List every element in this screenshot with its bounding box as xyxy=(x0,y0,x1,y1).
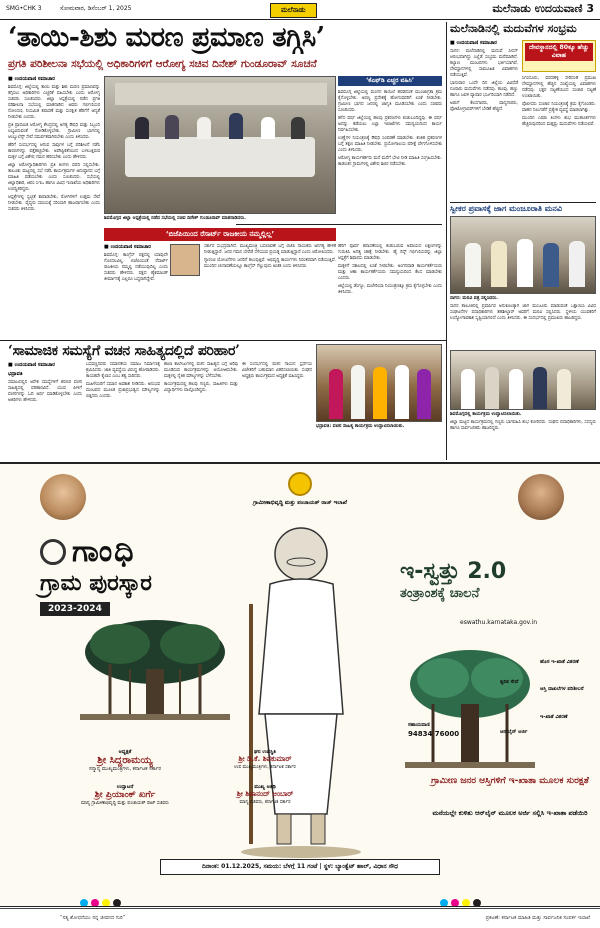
right-lower-caption: ಶಿವಮೊಗ್ಗದಲ್ಲಿ ಕಾರ್ಯಕ್ರಮ ಉದ್ಘಾಟಿಸಲಾಯಿತು. xyxy=(450,412,522,417)
eswathu-title: ಇ-ಸ್ವತ್ತು 2.0 xyxy=(400,559,507,584)
state-emblem-icon xyxy=(288,472,312,496)
helpline-label: ಸಹಾಯವಾಣಿ xyxy=(408,722,430,728)
lower-col-3: ಶಾಲಾ ಕಾಲೇಜುಗಳಲ್ಲಿ ವಚನ ಸಾಹಿತ್ಯದ ಬಗ್ಗೆ ಅರಿವು ಮೂಡಿಸುವ ಕಾರ್ಯಕ್ರಮಗಳನ್ನು ಆಯೋಜಿಸಬೇಕು. ಮಕ್ಕಳಲ್ಲಿ ನೈತಿಕ ಮೌಲ್ಯಗಳನ್ನು ಬೆಳೆಸಬೇಕು. ಕಾರ್ಯಕ್ರಮದಲ್ಲಿ ಹಲವು ಗಣ್ಯರು, ಸಾಹಿತಿಗಳು ಮತ್ತು ವಿದ್ಯಾರ್ಥಿಗಳು ಪಾಲ್ಗೊಂಡಿದ್ದರು. xyxy=(164,362,238,393)
right-top-col-1: ■ ಉದಯವಾಣಿ ಸಮಾಚಾರ ಸಾಗರ: ಮಲೆನಾಡಿನಲ್ಲಿ ಮದುವೆ ಸೀಸನ್ ಆರಂಭವಾಗಿದ್ದು ಎಲ್ಲೆಡೆ ಸಂಭ್ರಮ ಮನೆಮಾಡಿದೆ. ಕಲ್ಯಾಣ ಮಂಟಪಗಳು ಭರ್ತಿಯಾಗಿವೆ. ದೇವಸ್ಥಾನಗಳಲ್ಲಿ ಸಾಮೂಹಿಕ ವಿವಾಹಗಳು ನಡೆಯುತ್ತಿವೆ. ಭಾನುವಾರ ಒಂದೇ ದಿನ ಜಿಲ್ಲೆಯ ವಿವಿಧೆಡೆ ನೂರಾರು ಮದುವೆಗಳು ನಡೆದವು. ಹೂವು, ಹಣ್ಣು ಹಾಗೂ ಜವಳಿ ವ್ಯಾಪಾರ ಭರ್ಜರಿಯಾಗಿ ನಡೆದಿದೆ. ಅಡುಗೆ ಕೆಲಸಗಾರರು, ವಾದ್ಯಗಾರರು, ಫೋಟೋಗ್ರಾಫರ್‌ಗಳಿಗೆ ಬೇಡಿಕೆ ಹೆಚ್ಚಿದೆ. xyxy=(450,40,518,112)
highlight-box-text: ದೇವಸ್ಥಾನದಲ್ಲಿ 80ಕ್ಕೂ ಹೆಚ್ಚು ವಿವಾಹ xyxy=(525,43,593,61)
footer-credit: ಪ್ರಕಟಣೆ: ಕರ್ನಾಟಕ ಮಾಹಿತಿ ಮತ್ತು ಸಾರ್ವಜನಿಕ ಸಂಪರ್ಕ ಇಲಾಖೆ xyxy=(485,915,590,921)
guest-title: ಮಾನ್ಯ ಸಚಿವರು, ಕರ್ನಾಟಕ ಸರ್ಕಾರ xyxy=(239,800,291,805)
eswathu-subtitle: ತಂತ್ರಾಂಶಕ್ಕೆ ಚಾಲನೆ xyxy=(400,586,480,601)
kfd-box-text: ಶಿವಮೊಗ್ಗ ಜಿಲ್ಲೆಯಲ್ಲಿ ಮಂಗನ ಕಾಯಿಲೆ ಹರಡದಂತೆ ಮುಂಜಾಗ್ರತಾ ಕ್ರಮ ಕೈಗೊಳ್ಳಬೇಕು. ಅರಣ್ಯ ಪ್ರದೇಶಕ್ಕೆ ಹೋಗುವವರಿಗೆ ಲಸಿಕೆ ನೀಡಬೇಕು. ಗ್ರಾಮೀಣ ಭಾಗದ ಜನರಲ್ಲಿ ಜಾಗೃತಿ ಮೂಡಿಸಬೇಕು ಎಂದು ಸಚಿವರು ಸೂಚಿಸಿದರು. ಕಳೆದ ವರ್ಷ ಜಿಲ್ಲೆಯಲ್ಲಿ ಹಲವು ಪ್ರಕರಣಗಳು ಕಂಡುಬಂದಿದ್ದವು. ಈ ವರ್ಷ ಅದನ್ನು ತಡೆಯಲು ಎಲ್ಲಾ ಇಲಾಖೆಗಳು ಸಮನ್ವಯದಿಂದ ಕಾರ್ಯ ನಿರ್ವಹಿಸಬೇಕು. ಉಣ್ಣೆಗಳ ನಿಯಂತ್ರಣಕ್ಕೆ ಔಷಧಿ ಸಿಂಪಡಣೆ ಮಾಡಬೇಕು. ಶಂಕಿತ ಪ್ರಕರಣಗಳ ಬಗ್ಗೆ ತಕ್ಷಣ ಮಾಹಿತಿ ನೀಡಬೇಕು. ಪ್ರಯೋಗಾಲಯ ಪರೀಕ್ಷೆ ವೇಗಗೊಳಿಸಬೇಕು ಎಂದು ತಿಳಿಸಿದರು. ಆರೋಗ್ಯ ಕಾರ್ಯಕರ್ತರು ಮನೆ ಮನೆಗೆ ಭೇಟಿ ನೀಡಿ ಮಾಹಿತಿ ಸಂಗ್ರಹಿಸಬೇಕು. ಕಾಡಂಚಿನ ಗ್ರಾಮಗಳಲ್ಲಿ ವಿಶೇಷ ಶಿಬಿರ ನಡೆಸಬೇಕು. xyxy=(338,90,442,167)
lead-photo xyxy=(104,76,336,214)
inauguration-label: ಉದ್ಘಾಟನೆ xyxy=(116,784,134,790)
guest-name: ಶ್ರೀ ಶಿವಾನಂದ್ ಅಂಬಾರ್ xyxy=(236,790,294,798)
event-details: ದಿನಾಂಕ: 01.12.2025, ಸಮಯ: ಬೆಳಗ್ಗೆ 11 ಗಂಟೆ | ಸ್ಥಳ: ಬ್ಯಾಂಕ್ವೆಟ್ ಹಾಲ್, ವಿಧಾನ ಸೌಧ xyxy=(160,859,440,875)
politics-headline: ‘ಬಿಜೆಪಿಯಿಂದ ರೆಸಾರ್ಟ್ ರಾಜಕೀಯ ನಮ್ಮಲ್ಲಿಲ್ಲ’ xyxy=(104,228,336,241)
guest-label: ಮುಖ್ಯ ಅತಿಥಿ xyxy=(254,784,276,790)
cm-portrait xyxy=(40,474,86,520)
right-top-col-2: ಸಿಗಂದೂರು, ವರದಹಳ್ಳಿ ಸೇರಿದಂತೆ ಪ್ರಮುಖ ದೇವಸ್ಥಾನಗಳಲ್ಲಿ ಹೆಚ್ಚಿನ ಸಂಖ್ಯೆಯಲ್ಲಿ ವಿವಾಹಗಳು ನಡೆದವು. ಭಕ್ತರ ದಟ್ಟಣೆಯಿಂದ ಸಂಚಾರ ದಟ್ಟಣೆ ಉಂಟಾಯಿತು. ಪೊಲೀಸರು ಸಂಚಾರ ನಿಯಂತ್ರಣಕ್ಕೆ ಕ್ರಮ ಕೈಗೊಂಡರು. ವಾಹನ ನಿಲುಗಡೆಗೆ ಪ್ರತ್ಯೇಕ ವ್ಯವಸ್ಥೆ ಮಾಡಲಾಗಿತ್ತು. ಮುಂದಿನ ಎರಡು ತಿಂಗಳು ಶುಭ ಮುಹೂರ್ತಗಳು ಹೆಚ್ಚಿರುವುದರಿಂದ ಮತ್ತಷ್ಟು ಮದುವೆಗಳು ನಡೆಯಲಿವೆ. xyxy=(522,76,596,127)
award-year: 2023-2024 xyxy=(40,602,110,616)
right-mid-headline: ಸ್ವೀಕರ ಪ್ರವಾಸಕ್ಕೆ ಜಾಗ ಮಂಜೂರಾತಿ ಮನವಿ xyxy=(450,204,562,213)
lower-col-1: ■ ಉದಯವಾಣಿ ಸಮಾಚಾರ ಭದ್ರಾವತಿ ಸಮಾಜದಲ್ಲಿನ ಅನೇಕ ಸಮಸ್ಯೆಗಳಿಗೆ ಶರಣರ ವಚನ ಸಾಹಿತ್ಯದಲ್ಲಿ ಪರಿಹಾರವಿದೆ. ಯುವ ಪೀಳಿಗೆ ವಚನಗಳನ್ನು ಓದಿ ಅರ್ಥ ಮಾಡಿಕೊಳ್ಳಬೇಕು ಎಂದು ಅತಿಥಿಗಳು ಹೇಳಿದರು. xyxy=(8,362,82,403)
column-rule xyxy=(446,22,447,460)
ad-department: ಗ್ರಾಮೀಣಾಭಿವೃದ್ಧಿ ಮತ್ತು ಪಂಚಾಯತ್ ರಾಜ್ ಇಲಾಖೆ xyxy=(253,500,347,506)
tree-label-4: ಇ-ಖಾತೆ ವಿತರಣೆ xyxy=(540,714,568,720)
registration-marks xyxy=(80,892,124,907)
eswathu-website[interactable]: eswathu.karnataka.gov.in xyxy=(460,619,538,626)
lower-col-2: ಬಸವಣ್ಣನವರು ಸಮಾನತೆಯ ಸಮಾಜ ನಿರ್ಮಾಣಕ್ಕೆ ಶ್ರಮಿಸಿದರು. ಜಾತಿ ವ್ಯವಸ್ಥೆಯ ವಿರುದ್ಧ ಹೋರಾಡಿದರು. ಕಾಯಕವೇ ಕೈಲಾಸ ಎಂಬ ತತ್ವ ಸಾರಿದರು. ಮಹಿಳೆಯರಿಗೆ ಸಮಾನ ಅವಕಾಶ ನೀಡಿದರು. ಅನುಭವ ಮಂಟಪದ ಮೂಲಕ ಪ್ರಜಾಪ್ರಭುತ್ವದ ಮೌಲ್ಯಗಳನ್ನು ಬಿತ್ತಿದರು ಎಂದರು. xyxy=(86,362,160,399)
ad-slogan: ಗ್ರಾಮೀಣ ಜನರ ಆಸ್ತಿಗಳಿಗೆ ಇ-ಖಾತಾ ಮೂಲಕ ಸುರಕ್ಷತೆ xyxy=(431,776,589,786)
issue-date: ಸೋಮವಾರ, ಡಿಸೆಂಬರ್ 1, 2025 xyxy=(60,5,132,12)
ad-slogan-2: ಮನೆಯಲ್ಲೇ ಕುಳಿತು ಆನ್‌ಲೈನ್ ಮೂಲಕ ಅರ್ಜಿ ಸಲ್ಲಿಸಿ ಇ-ಖಾತಾ ಪಡೆಯಿರಿ xyxy=(432,809,588,817)
right-top-highlight-box xyxy=(522,40,596,72)
section-label: ಮಲೆನಾಡು xyxy=(270,3,317,18)
banyan-tree-right-illustration xyxy=(405,644,535,774)
lead-photo-caption: ಶಿವಮೊಗ್ಗದ ಜಿಲ್ಲಾ ಆಸ್ಪತ್ರೆಯಲ್ಲಿ ನಡೆದ ಸಭೆಯಲ್ಲಿ ಸಚಿವ ದಿನೇಶ್ ಗುಂಡೂರಾವ್ ಮಾತನಾಡಿದರು. xyxy=(104,216,246,221)
gandhi-title: ಗಾಂಧಿ xyxy=(72,534,136,569)
footer-quote: “ಸತ್ಯ ಶೋಧನೆಯು ನನ್ನ ಜೀವನದ ಗುರಿ” xyxy=(60,915,126,921)
lower-dateline: ಭದ್ರಾವತಿ xyxy=(8,371,23,377)
minister-name: ಶ್ರೀ ಪ್ರಿಯಾಂಕ್ ಖರ್ಗೆ xyxy=(94,790,156,800)
chief-guest-label: ಘನ ಉಪಸ್ಥಿತಿ xyxy=(254,749,276,755)
right-mid-text: ಸಾಗರ ತಾಲೂಕಿನಲ್ಲಿ ಪ್ರವಾಸಿಗರ ಅನುಕೂಲಕ್ಕಾಗಿ ಜಾಗ ಮಂಜೂರು ಮಾಡುವಂತೆ ಒತ್ತಾಯಿಸಿ ವಿವಿಧ ಸಂಘಟನೆಗಳ ಪದಾಧಿಕಾರಿಗಳು ತಹಶೀಲ್ದಾರ್ ಅವರಿಗೆ ಮನವಿ ಸಲ್ಲಿಸಿದರು. ಸ್ಥಳೀಯ ಯುವಕರಿಗೆ ಉದ್ಯೋಗಾವಕಾಶ ಸೃಷ್ಟಿಯಾಗಲಿದೆ ಎಂದು ತಿಳಿಸಿದರು. ಈ ಸಂದರ್ಭದಲ್ಲಿ ಪ್ರಮುಖರು ಹಾಜರಿದ್ದರು. xyxy=(450,304,596,321)
government-advertisement xyxy=(0,462,600,907)
masthead-bar xyxy=(0,0,600,20)
politics-col-1: ■ ಉದಯವಾಣಿ ಸಮಾಚಾರ ಶಿವಮೊಗ್ಗ: ಕಾಂಗ್ರೆಸ್ ಪಕ್ಷದಲ್ಲಿ ಯಾವುದೇ ಗೊಂದಲವಿಲ್ಲ. ಬಿಜೆಪಿಯಂತೆ ರೆಸಾರ್ಟ್ ರಾಜಕೀಯ ನಮ್ಮಲ್ಲಿ ನಡೆಯುವುದಿಲ್ಲ ಎಂದು ಸಚಿವರು ಹೇಳಿದರು. ಪಕ್ಷದ ಹೈಕಮಾಂಡ್ ತೀರ್ಮಾನಕ್ಕೆ ಎಲ್ಲರೂ ಬದ್ಧರಾಗಿದ್ದೇವೆ. xyxy=(104,244,168,282)
right-lower-text: ಜಿಲ್ಲಾ ಮಟ್ಟದ ಕಾರ್ಯಕ್ರಮದಲ್ಲಿ ಗಣ್ಯರು ಭಾಗವಹಿಸಿ ಶುಭ ಕೋರಿದರು. ಸಂಘದ ಪದಾಧಿಕಾರಿಗಳು, ಸದಸ್ಯರು ಹಾಗೂ ಸಾರ್ವಜನಿಕರು ಹಾಜರಿದ್ದರು. xyxy=(450,420,596,431)
right-top-byline: ■ ಉದಯವಾಣಿ ಸಮಾಚಾರ xyxy=(450,40,497,46)
lower-byline: ■ ಉದಯವಾಣಿ ಸಮಾಚಾರ xyxy=(8,362,55,368)
gandhi-illustration xyxy=(215,514,385,864)
tree-label-2: ತ್ವರಿತ ಸೇವೆ xyxy=(500,679,519,685)
minister-portrait xyxy=(170,244,200,276)
cm-title: ಸನ್ಮಾನ್ಯ ಮುಖ್ಯಮಂತ್ರಿಗಳು, ಕರ್ನಾಟಕ ಸರ್ಕಾರ xyxy=(88,766,162,772)
lead-byline: ■ ಉದಯವಾಣಿ ಸಮಾಚಾರ xyxy=(8,76,55,82)
dcm-name: ಶ್ರೀ ಡಿ.ಕೆ. ಶಿವಕುಮಾರ್ xyxy=(238,755,292,763)
tree-label-5: ಆನ್‌ಲೈನ್ ಅರ್ಜಿ xyxy=(500,729,528,735)
lead-subhead: ಪ್ರಗತಿ ಪರಿಶೀಲನಾ ಸಭೆಯಲ್ಲಿ ಅಧಿಕಾರಿಗಳಿಗೆ ಆರೋಗ್ಯ ಸಚಿವ ದಿನೇಶ್ ಗುಂಡೂರಾವ್ ಸೂಚನೆ xyxy=(8,58,317,70)
politics-col-2: ಸರ್ಕಾರ ಸುಭದ್ರವಾಗಿದೆ. ಮುಖ್ಯಮಂತ್ರಿ ಬದಲಾವಣೆ ಬಗ್ಗೆ ಬಿಜೆಪಿ ನಾಯಕರು ಅನಗತ್ಯ ಹೇಳಿಕೆ ನೀಡುತ್ತಿದ್ದಾರೆ. ಜನರ ಗಮನ ಬೇರೆಡೆ ಸೆಳೆಯುವ ಪ್ರಯತ್ನ ಮಾಡುತ್ತಿದ್ದಾರೆ ಎಂದು ಆರೋಪಿಸಿದರು. ಗ್ಯಾರಂಟಿ ಯೋಜನೆಗಳು ಜನರಿಗೆ ತಲುಪುತ್ತಿವೆ. ಅಭಿವೃದ್ಧಿ ಕಾರ್ಯಗಳು ನಿರಂತರವಾಗಿ ನಡೆಯುತ್ತಿವೆ. ಮುಂದಿನ ಚುನಾವಣೆಯಲ್ಲೂ ಕಾಂಗ್ರೆಸ್ ಗೆಲ್ಲುವುದು ಖಚಿತ ಎಂದು ತಿಳಿಸಿದರು. xyxy=(204,244,336,269)
tree-label-3: ಆಸ್ತಿ ದಾಖಲೆಗಳ ಪರಿಶೀಲನೆ xyxy=(540,686,584,692)
presided-label: ಅಧ್ಯಕ್ಷತೆ xyxy=(118,749,132,755)
politics-byline: ■ ಉದಯವಾಣಿ ಸಮಾಚಾರ xyxy=(104,244,151,250)
right-mid-caption: ಸಾಗರ: ಮನವಿ ಪತ್ರ ಸಲ್ಲಿಸಿದರು. xyxy=(450,296,499,301)
dcm-title: ಉಪ ಮುಖ್ಯಮಂತ್ರಿಗಳು, ಕರ್ನಾಟಕ ಸರ್ಕಾರ xyxy=(234,765,296,770)
charkha-icon xyxy=(40,539,66,565)
right-lower-photo xyxy=(450,350,596,410)
lower-photo-caption: ಭದ್ರಾವತಿ: ವಚನ ಸಾಹಿತ್ಯ ಕಾರ್ಯಕ್ರಮ ಉದ್ಘಾಟಿಸಲಾಯಿತು. xyxy=(316,424,405,429)
kfd-box-title: ‘ಕೆಎಫ್‌ಡಿ ಎಚ್ಚರ ವಹಿಸಿ’ xyxy=(338,76,442,86)
minister-title: ಮಾನ್ಯ ಗ್ರಾಮೀಣಾಭಿವೃದ್ಧಿ ಮತ್ತು ಪಂಚಾಯತ್ ರಾಜ್ ಸಚಿವರು xyxy=(81,801,169,806)
divider xyxy=(236,224,442,225)
dcm-portrait xyxy=(518,474,564,520)
lead-headline: ‘ತಾಯಿ-ಶಿಶು ಮರಣ ಪ್ರಮಾಣ ತಗ್ಗಿಸಿ’ xyxy=(8,22,325,53)
lower-headline: ‘ಸಾಮಾಜಿಕ ಸಮಸ್ಯೆಗೆ ವಚನ ಸಾಹಿತ್ಯದಲ್ಲಿದೆ ಪರಿಹಾರ’ xyxy=(8,343,240,359)
banyan-tree-left-illustration xyxy=(80,614,230,724)
helpline-number[interactable]: 94834 76000 xyxy=(408,730,460,738)
lower-photo xyxy=(316,344,442,422)
tree-label-1: ಹೊಸ ಇ-ಖಾತೆ ವಿತರಣೆ xyxy=(540,659,579,665)
paper-name: ಮಲೆನಾಡು ಉದಯವಾಣಿ 3 xyxy=(492,2,594,15)
gandhi-subtitle: ಗ್ರಾಮ ಪುರಸ್ಕಾರ xyxy=(40,571,152,596)
lower-col-4: ಈ ಸಂದರ್ಭದಲ್ಲಿ ವಚನ ಗಾಯನ ಸ್ಪರ್ಧೆಯ ವಿಜೇತರಿಗೆ ಬಹುಮಾನ ವಿತರಿಸಲಾಯಿತು. ಸಂಘದ ಅಧ್ಯಕ್ಷರು ಕಾರ್ಯಕ್ರಮದ ಅಧ್ಯಕ್ಷತೆ ವಹಿಸಿದ್ದರು. xyxy=(242,362,312,379)
page-code: SMG•CHK 3 xyxy=(6,5,42,12)
lead-article-col-1: ■ ಉದಯವಾಣಿ ಸಮಾಚಾರ ಶಿವಮೊಗ್ಗ: ಜಿಲ್ಲೆಯಲ್ಲಿ ತಾಯಿ ಮತ್ತು ಶಿಶು ಮರಣ ಪ್ರಮಾಣವನ್ನು ತಗ್ಗಿಸಲು ಅಧಿಕಾರಿಗಳು ಎಚ್ಚರಿಕೆ ವಹಿಸಬೇಕು ಎಂದು ಆರೋಗ್ಯ ಸಚಿವರು ಸೂಚಿಸಿದರು. ಜಿಲ್ಲಾ ಆಸ್ಪತ್ರೆಯಲ್ಲಿ ನಡೆದ ಪ್ರಗತಿ ಪರಿಶೀಲನಾ ಸಭೆಯಲ್ಲಿ ಮಾತನಾಡಿದ ಅವರು ಗರ್ಭಿಣಿಯರ ನೋಂದಣಿ, ನಿಯಮಿತ ತಪಾಸಣೆ ಮತ್ತು ಸುರಕ್ಷಿತ ಹೆರಿಗೆಗೆ ಆದ್ಯತೆ ನೀಡಬೇಕು ಎಂದರು. ಪ್ರತಿ ಪ್ರಾಥಮಿಕ ಆರೋಗ್ಯ ಕೇಂದ್ರದಲ್ಲಿ ಅಗತ್ಯ ಔಷಧಿ ಮತ್ತು ಸಿಬ್ಬಂದಿ ಲಭ್ಯವಿರುವಂತೆ ನೋಡಿಕೊಳ್ಳಬೇಕು. ಗ್ರಾಮೀಣ ಭಾಗದಲ್ಲಿ ಆಂಬ್ಯುಲೆನ್ಸ್ ಸೇವೆ ಸಮರ್ಪಕವಾಗಿರಬೇಕು ಎಂದು ತಿಳಿಸಿದರು. ಹೆರಿಗೆ ಸಂದರ್ಭದಲ್ಲಿ ಆಗುವ ಸಾವುಗಳ ಬಗ್ಗೆ ಪರಿಶೀಲನೆ ನಡೆಸಿ ಕಾರಣಗಳನ್ನು ಪತ್ತೆಹಚ್ಚಬೇಕು. ಅಪೌಷ್ಟಿಕತೆಯಿಂದ ಬಳಲುತ್ತಿರುವ ಮಕ್ಕಳ ಬಗ್ಗೆ ವಿಶೇಷ ಗಮನ ಹರಿಸಬೇಕು ಎಂದು ಹೇಳಿದರು. ಜಿಲ್ಲಾ ಆರೋಗ್ಯಾಧಿಕಾರಿಗಳು ಪ್ರತಿ ತಿಂಗಳು ವರದಿ ಸಲ್ಲಿಸಬೇಕು. ತಾಲೂಕು ಮಟ್ಟದಲ್ಲಿ ಸಭೆ ನಡೆಸಿ ಕಾರ್ಯಕ್ರಮಗಳ ಅನುಷ್ಠಾನದ ಬಗ್ಗೆ ಮಾಹಿತಿ ಪಡೆಯಬೇಕು ಎಂದು ಸೂಚಿಸಿದರು. ಸಭೆಯಲ್ಲಿ ಜಿಲ್ಲಾಧಿಕಾರಿ, ಜಿಪಂ ಸಿಇಒ ಹಾಗೂ ವಿವಿಧ ಇಲಾಖೆಯ ಅಧಿಕಾರಿಗಳು ಉಪಸ್ಥಿತರಿದ್ದರು. ಆಸ್ಪತ್ರೆಗಳಲ್ಲಿ ಸ್ವಚ್ಛತೆ ಕಾಪಾಡಬೇಕು, ರೋಗಿಗಳಿಗೆ ಉತ್ತಮ ಸೇವೆ ನೀಡಬೇಕು. ವೈದ್ಯರು ಸಮಯಕ್ಕೆ ಸರಿಯಾಗಿ ಹಾಜರಾಗಬೇಕು ಎಂದು ಸಚಿವರು ತಿಳಿಸಿದರು. xyxy=(8,76,100,212)
cm-name: ಶ್ರೀ ಸಿದ್ದರಾಮಯ್ಯ xyxy=(97,755,153,766)
lead-article-col-3: ಹೆರಿಗೆ ಪೂರ್ವ ತಪಾಸಣೆಯಲ್ಲಿ ಕಂಡುಬರುವ ಅಪಾಯದ ಲಕ್ಷಣಗಳನ್ನು ಗುರುತಿಸಿ ಅಗತ್ಯ ಚಿಕಿತ್ಸೆ ನೀಡಬೇಕು. ಹೈ ರಿಸ್ಕ್ ಗರ್ಭಿಣಿಯರನ್ನು ಜಿಲ್ಲಾ ಆಸ್ಪತ್ರೆಗೆ ಶಿಫಾರಸು ಮಾಡಬೇಕು. ಮಕ್ಕಳಿಗೆ ಸಕಾಲದಲ್ಲಿ ಲಸಿಕೆ ನೀಡಬೇಕು. ಅಂಗನವಾಡಿ ಕಾರ್ಯಕರ್ತೆಯರು ಮತ್ತು ಆಶಾ ಕಾರ್ಯಕರ್ತೆಯರು ಸಮನ್ವಯದಿಂದ ಕೆಲಸ ಮಾಡಬೇಕು ಎಂದರು. ಜಿಲ್ಲೆಯಲ್ಲಿ ಡೆಂಗ್ಯೂ, ಮಲೇರಿಯಾ ನಿಯಂತ್ರಣಕ್ಕೂ ಕ್ರಮ ಕೈಗೊಳ್ಳಬೇಕು ಎಂದು ತಿಳಿಸಿದರು. xyxy=(338,244,442,295)
right-mid-photo xyxy=(450,216,596,294)
registration-marks-right xyxy=(440,892,484,907)
page-footer xyxy=(0,908,600,928)
right-top-headline: ಮಲೆನಾಡಿನಲ್ಲಿ ಮದುವೆಗಳ ಸಂಭ್ರಮ xyxy=(450,22,577,35)
